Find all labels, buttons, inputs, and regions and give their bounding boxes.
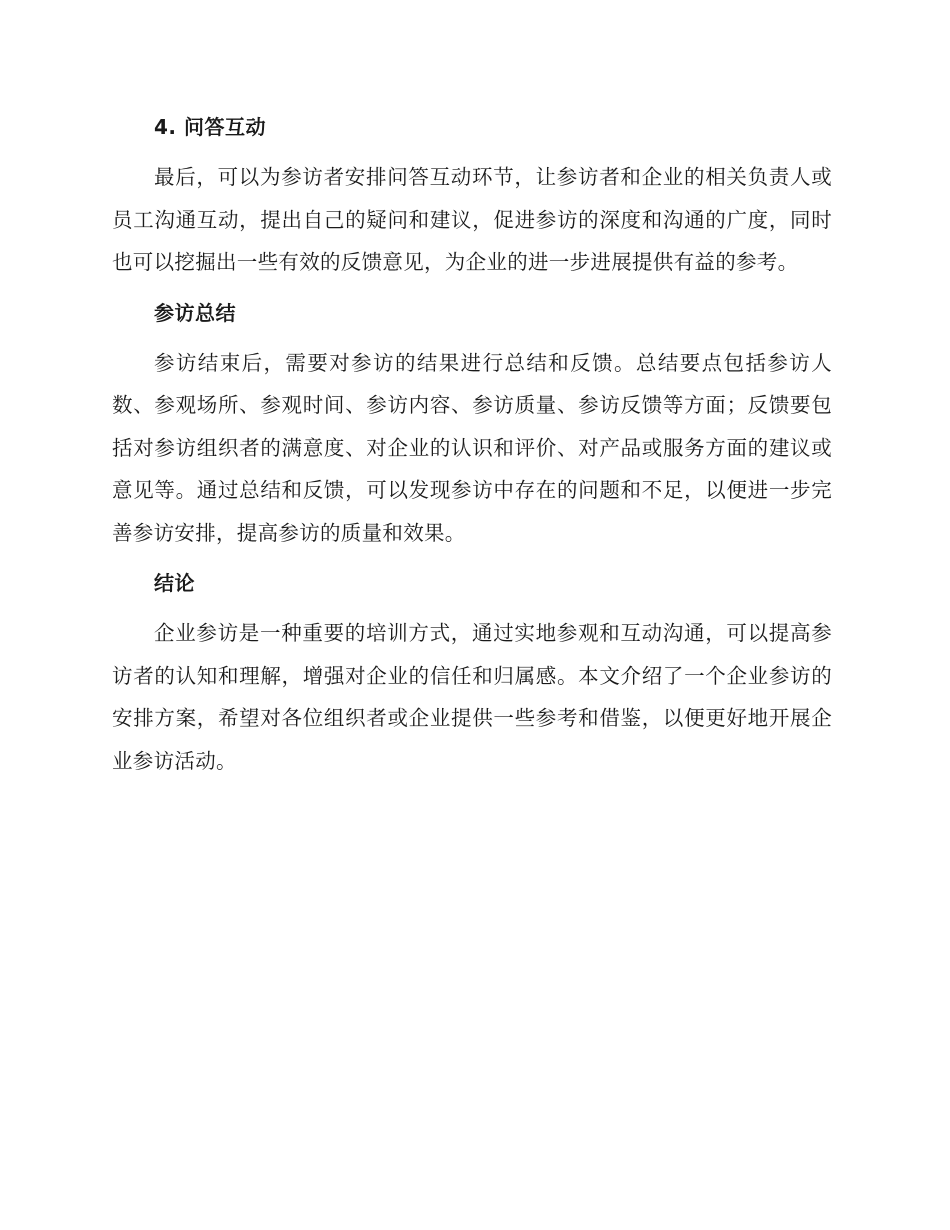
section-heading-qa: 4. 问答互动 [154, 115, 266, 139]
section-paragraph-summary: 参访结束后，需要对参访的结果进行总结和反馈。总结要点包括参访人数、参观场所、参观时间、参访内容、参访质量、参访反馈等方面；反馈要包括对参访组织者的满意度、对企业的认识和评价、对产品或服务方面的建议或意见等。通过总结和反馈，可以发现参访中存在的问题和不足，以便进一步完善参访安排，提高参访的质量和效果。 [112, 350, 832, 545]
section-heading-conclusion: 结论 [154, 571, 195, 595]
section-paragraph-qa: 最后，可以为参访者安排问答互动环节，让参访者和企业的相关负责人或员工沟通互动，提出自己的疑问和建议，促进参访的深度和沟通的广度，同时也可以挖掘出一些有效的反馈意见，为企业的进一步进展提供有益的参考。 [112, 165, 832, 274]
section-heading-summary: 参访总结 [154, 300, 236, 325]
document-body [112, 108, 832, 792]
section-paragraph-conclusion: 企业参访是一种重要的培训方式，通过实地参观和互动沟通，可以提高参访者的认知和理解，增强对企业的信任和归属感。本文介绍了一个企业参访的安排方案，希望对各位组织者或企业提供一些参考和借鉴，以便更好地开展企业参访活动。 [112, 621, 832, 773]
